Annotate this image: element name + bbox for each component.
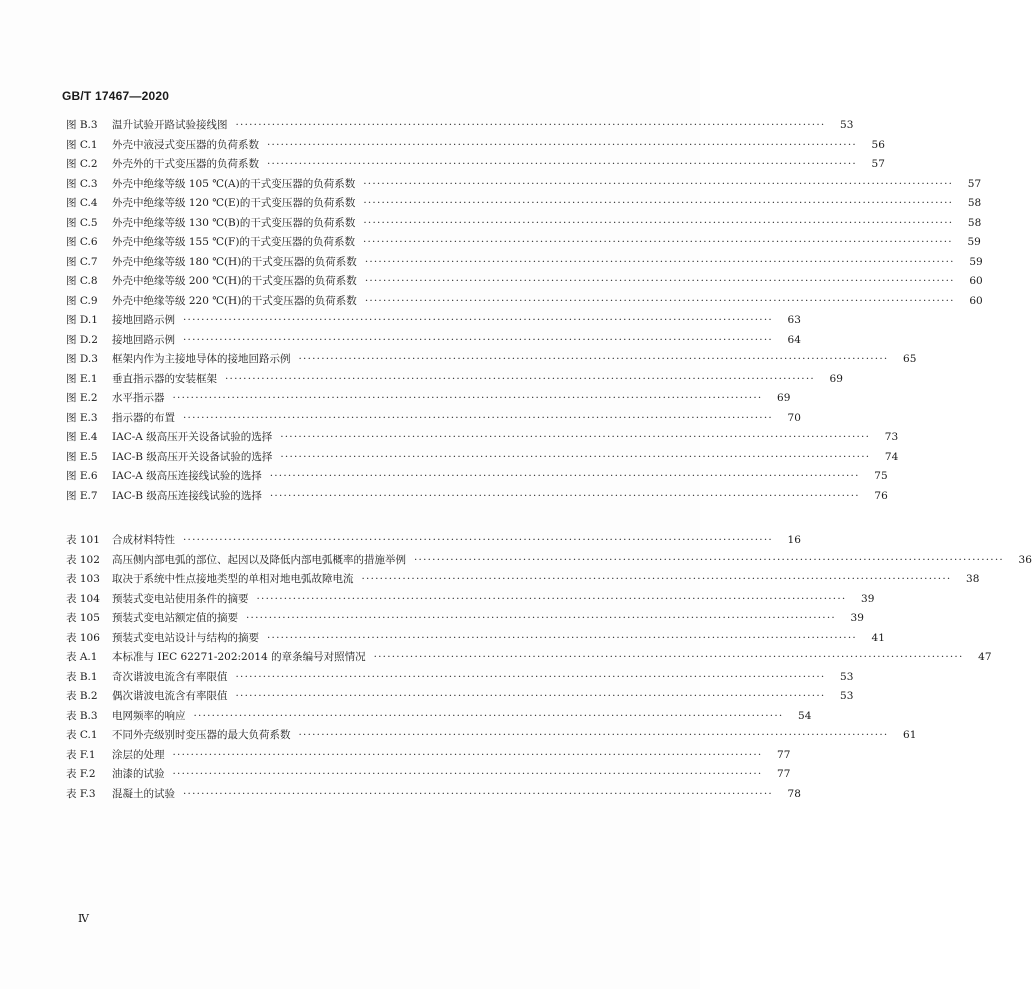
table-entry-label: 表 101: [66, 534, 100, 546]
table-entry[interactable]: [66, 648, 992, 668]
figure-entry-label: 图 E.5: [66, 450, 98, 463]
table-entry-label: 表 B.2: [66, 690, 98, 702]
figure-entry-label: 图 E.3: [66, 411, 98, 424]
dot-leader: [270, 467, 860, 487]
table-entry-label: 表 104: [66, 592, 100, 605]
figure-entry[interactable]: [66, 194, 982, 214]
table-entry[interactable]: [66, 668, 854, 688]
dot-leader: [374, 648, 964, 668]
figure-entry-title: 外壳中绝缘等级 200 ℃(H)的干式变压器的负荷系数: [112, 275, 357, 287]
figure-entry[interactable]: [66, 136, 885, 156]
table-entry-title: 不同外壳级别时变压器的最大负荷系数: [112, 729, 291, 741]
figure-entry-label: 图 E.2: [66, 392, 98, 404]
table-entry[interactable]: [66, 629, 885, 649]
dot-leader: [365, 253, 955, 273]
figure-entry[interactable]: [66, 116, 854, 136]
figure-entry-label: 图 C.3: [66, 177, 98, 190]
figure-entry[interactable]: [66, 175, 982, 195]
figure-entry[interactable]: [66, 311, 801, 331]
table-entry-page-number: 77: [777, 748, 791, 761]
figure-entry-page-number: 60: [969, 294, 983, 307]
table-entry-page-number: 38: [966, 573, 980, 585]
dot-leader: [414, 551, 1004, 571]
figure-entry-page-number: 56: [871, 138, 885, 151]
table-entry[interactable]: [66, 531, 801, 551]
dot-leader: [299, 726, 889, 746]
figure-entry-label: 图 D.2: [66, 333, 98, 346]
figure-entry-title: 垂直指示器的安装框架: [112, 372, 217, 385]
table-entry-page-number: 53: [840, 690, 854, 702]
figure-entry-page-number: 58: [967, 197, 982, 209]
figure-entry-label: 图 B.3: [66, 119, 98, 131]
figure-entry-page-number: 69: [777, 392, 791, 404]
figure-entry-label: 图 D.1: [66, 314, 98, 326]
figure-entry-title: 接地回路示例: [112, 314, 175, 326]
table-entry-title: 涂层的处理: [112, 748, 165, 761]
table-entry-label: 表 C.1: [66, 729, 98, 741]
table-entry[interactable]: [66, 707, 812, 727]
table-entry-title: 油漆的试验: [112, 768, 165, 780]
figure-entry-title: 外壳中绝缘等级 130 ℃(B)的干式变压器的负荷系数: [112, 216, 356, 229]
dot-leader: [183, 409, 773, 429]
dot-leader: [236, 116, 826, 136]
figure-entry[interactable]: [66, 487, 888, 507]
figure-entry-title: 温升试验开路试验接线图: [112, 119, 228, 131]
page-number: Ⅳ: [78, 912, 89, 925]
figure-entry-page-number: 59: [967, 236, 981, 248]
figure-entry-page-number: 53: [840, 119, 854, 131]
figure-entry-page-number: 65: [903, 353, 917, 365]
table-entry-title: 奇次谐波电流含有率限值: [112, 670, 228, 683]
figure-entry[interactable]: [66, 370, 843, 390]
figure-entry[interactable]: [66, 428, 899, 448]
table-entry[interactable]: [66, 785, 801, 805]
table-entry-page-number: 78: [787, 787, 801, 800]
dot-leader: [363, 175, 953, 195]
figure-entry-label: 图 C.9: [66, 294, 98, 307]
figure-entry-page-number: 58: [967, 216, 982, 229]
figure-entry-page-number: 57: [871, 158, 885, 170]
figure-entry-label: 图 C.2: [66, 158, 98, 170]
figure-entry[interactable]: [66, 233, 981, 253]
figure-entry-title: IAC-B 级高压开关设备试验的选择: [112, 450, 273, 463]
figure-entry-label: 图 C.5: [66, 216, 98, 229]
figure-entry-label: 图 D.3: [66, 353, 98, 365]
table-entry-label: 表 102: [66, 553, 100, 566]
figure-entry-label: 图 C.4: [66, 197, 98, 209]
table-entry[interactable]: [66, 570, 980, 590]
table-entry[interactable]: [66, 726, 917, 746]
table-entry-title: 本标准与 IEC 62271-202:2014 的章条编号对照情况: [112, 651, 366, 663]
figure-entry-title: 外壳中绝缘等级 105 ℃(A)的干式变压器的负荷系数: [112, 177, 356, 190]
figure-entry-title: 框架内作为主接地导体的接地回路示例: [112, 353, 291, 365]
figure-entry-title: 外壳中液浸式变压器的负荷系数: [112, 138, 259, 151]
figure-entry-page-number: 59: [969, 255, 983, 268]
dot-leader: [365, 272, 955, 292]
dot-leader: [267, 629, 857, 649]
figure-entry-page-number: 60: [969, 275, 983, 287]
dot-leader: [183, 311, 773, 331]
table-entry-label: 表 106: [66, 631, 100, 644]
table-entry-label: 表 F.1: [66, 748, 96, 761]
table-entry-label: 表 105: [66, 612, 100, 624]
figure-entry[interactable]: [66, 214, 982, 234]
figure-entry-title: 外壳外的干式变压器的负荷系数: [112, 158, 259, 170]
figure-entry-label: 图 E.7: [66, 489, 98, 502]
table-entry-title: 高压侧内部电弧的部位、起因以及降低内部电弧概率的措施举例: [112, 553, 406, 566]
figure-entry-label: 图 C.8: [66, 275, 98, 287]
table-entry-title: 电网频率的响应: [112, 709, 186, 722]
table-entry-title: 取决于系统中性点接地类型的单相对地电弧故障电流: [112, 573, 354, 585]
dot-leader: [183, 531, 773, 551]
figure-entry-title: 水平指示器: [112, 392, 165, 404]
figure-entry-title: 外壳中绝缘等级 120 ℃(E)的干式变压器的负荷系数: [112, 197, 356, 209]
figure-entry-label: 图 C.6: [66, 236, 98, 248]
figure-entry-page-number: 74: [884, 450, 899, 463]
dot-leader: [267, 136, 857, 156]
dot-leader: [365, 292, 955, 312]
figure-entry-title: IAC-A 级高压连接线试验的选择: [112, 470, 262, 482]
table-entry-page-number: 16: [787, 534, 801, 546]
figure-entry-title: 指示器的布置: [112, 411, 175, 424]
dot-leader: [280, 448, 870, 468]
table-entry-label: 表 A.1: [66, 651, 98, 663]
table-entry-page-number: 39: [861, 592, 875, 605]
dot-leader: [270, 487, 860, 507]
figure-entry[interactable]: [66, 331, 801, 351]
dot-leader: [363, 214, 953, 234]
figure-entry[interactable]: [66, 409, 801, 429]
dot-leader: [363, 233, 953, 253]
dot-leader: [225, 370, 815, 390]
figure-entry-page-number: 64: [787, 333, 801, 346]
figure-entry-label: 图 E.4: [66, 431, 98, 443]
dot-leader: [173, 765, 763, 785]
dot-leader: [173, 746, 763, 766]
figure-entry-page-number: 75: [874, 470, 888, 482]
figure-entry[interactable]: [66, 253, 983, 273]
table-entry-title: 预装式变电站使用条件的摘要: [112, 592, 249, 605]
table-entry[interactable]: [66, 687, 854, 707]
table-list: [66, 531, 1032, 804]
dot-leader: [194, 707, 784, 727]
figure-entry-page-number: 76: [874, 489, 888, 502]
table-entry-page-number: 77: [777, 768, 791, 780]
figure-entry[interactable]: [66, 350, 917, 370]
figure-entry[interactable]: [66, 155, 885, 175]
table-entry-page-number: 41: [871, 631, 885, 644]
table-entry[interactable]: [66, 551, 1032, 571]
table-entry[interactable]: [66, 609, 864, 629]
dot-leader: [362, 570, 952, 590]
table-entry-label: 表 B.3: [66, 709, 98, 722]
figure-entry-page-number: 73: [884, 431, 899, 443]
dot-leader: [267, 155, 857, 175]
table-entry[interactable]: [66, 590, 875, 610]
table-entry-title: 预装式变电站设计与结构的摘要: [112, 631, 259, 644]
figure-entry[interactable]: [66, 272, 983, 292]
table-entry-page-number: 36: [1018, 553, 1032, 566]
table-entry-label: 表 B.1: [66, 670, 98, 683]
figure-entry-page-number: 63: [787, 314, 801, 326]
dot-leader: [183, 331, 773, 351]
figure-entry-label: 图 E.6: [66, 470, 98, 482]
dot-leader: [183, 785, 773, 805]
figure-entry[interactable]: [66, 389, 791, 409]
table-entry-title: 预装式变电站额定值的摘要: [112, 612, 238, 624]
table-entry-label: 表 103: [66, 573, 100, 585]
figure-entry-page-number: 57: [967, 177, 982, 190]
figure-entry-label: 图 C.7: [66, 255, 98, 268]
figure-entry-page-number: 69: [829, 372, 843, 385]
figure-entry-title: IAC-B 级高压连接线试验的选择: [112, 489, 262, 502]
table-entry[interactable]: [66, 746, 791, 766]
dot-leader: [257, 590, 847, 610]
dot-leader: [363, 194, 953, 214]
figure-entry-title: 外壳中绝缘等级 220 ℃(H)的干式变压器的负荷系数: [112, 294, 357, 307]
figure-entry-label: 图 E.1: [66, 372, 98, 385]
figure-entry[interactable]: [66, 467, 888, 487]
table-entry-page-number: 54: [798, 709, 812, 722]
figure-entry[interactable]: [66, 292, 983, 312]
figure-entry-title: 外壳中绝缘等级 155 ℃(F)的干式变压器的负荷系数: [112, 236, 355, 248]
table-entry-label: 表 F.3: [66, 787, 96, 800]
dot-leader: [173, 389, 763, 409]
figure-list: [66, 116, 983, 506]
table-entry-title: 合成材料特性: [112, 534, 175, 546]
figure-entry-title: 接地回路示例: [112, 333, 175, 346]
table-entry-page-number: 39: [850, 612, 864, 624]
table-entry-page-number: 47: [978, 651, 992, 663]
figure-entry-title: IAC-A 级高压开关设备试验的选择: [112, 431, 273, 443]
table-entry-page-number: 61: [903, 729, 917, 741]
standard-number-header: GB/T 17467—2020: [62, 89, 170, 103]
dot-leader: [280, 428, 870, 448]
table-entry-title: 偶次谐波电流含有率限值: [112, 690, 228, 702]
figure-entry-label: 图 C.1: [66, 138, 98, 151]
dot-leader: [299, 350, 889, 370]
dot-leader: [246, 609, 836, 629]
figure-entry-title: 外壳中绝缘等级 180 ℃(H)的干式变压器的负荷系数: [112, 255, 357, 268]
figure-entry-page-number: 70: [787, 411, 801, 424]
table-entry-label: 表 F.2: [66, 768, 96, 780]
dot-leader: [236, 668, 826, 688]
figure-entry[interactable]: [66, 448, 899, 468]
table-entry-page-number: 53: [840, 670, 854, 683]
dot-leader: [236, 687, 826, 707]
table-entry[interactable]: [66, 765, 791, 785]
table-entry-title: 混凝土的试验: [112, 787, 175, 800]
